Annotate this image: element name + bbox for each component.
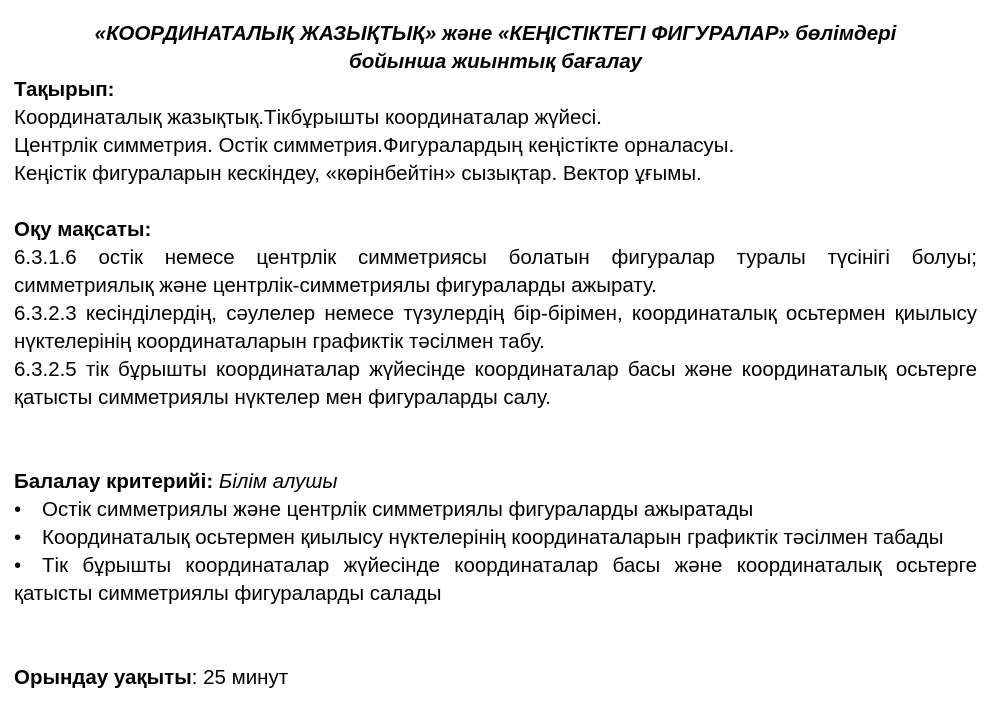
duration-value: : 25 минут xyxy=(191,666,289,689)
objective-item-2: 6.3.2.3 кесінділердің, сәулелер немесе түзулердің бір-бірімен, координаталық осьтермен қиылысу нүктелерінің координаталарын графиктік тәсілмен табу. xyxy=(14,302,977,353)
criteria-item-text: Остік симметриялы және центрлік симметриялы фигураларды ажыратады xyxy=(42,498,754,521)
criteria-sublabel: Білім алушы xyxy=(218,470,338,493)
criteria-item-text: Тік бұрышты координаталар жүйесінде координаталар басы және координаталық осьтерге қатысты симметриялы фигураларды салады xyxy=(14,554,977,605)
bullet-icon: • xyxy=(14,498,22,521)
topic-label: Тақырып: xyxy=(14,78,115,101)
criteria-heading xyxy=(14,468,977,496)
topic-line-2: Центрлік симметрия. Остік симметрия.Фигуралардың кеңістікте орналасуы. xyxy=(14,134,735,157)
criteria-label: Балалау критерийі: xyxy=(14,470,214,493)
bullet-icon: • xyxy=(14,526,22,549)
list-item xyxy=(14,552,977,608)
bullet-icon: • xyxy=(14,554,22,577)
list-item xyxy=(14,524,977,552)
document-title xyxy=(14,20,977,76)
spacer xyxy=(14,608,977,664)
topic-line-1: Координаталық жазықтық.Тікбұрышты координаталар жүйесі. xyxy=(14,106,602,129)
title-line-2: бойынша жиынтық бағалау xyxy=(349,50,642,73)
criteria-list xyxy=(14,496,977,608)
spacer xyxy=(14,412,977,468)
criteria-section xyxy=(14,468,977,608)
criteria-item-text: Координаталық осьтермен қиылысу нүктелерінің координаталарын графиктік тәсілмен табады xyxy=(42,526,944,549)
objectives-label: Оқу мақсаты: xyxy=(14,218,152,241)
duration-label: Орындау уақыты xyxy=(14,666,192,689)
spacer xyxy=(14,188,977,216)
objective-item-3: 6.3.2.5 тік бұрышты координаталар жүйесінде координаталар басы және координаталық осьтерге қатысты симметриялы нүктелер мен фигураларды салу. xyxy=(14,358,977,409)
title-line-1: «КООРДИНАТАЛЫҚ ЖАЗЫҚТЫҚ» және «КЕҢІСТІКТЕГІ ФИГУРАЛАР» бөлімдері xyxy=(94,22,897,45)
objectives-section xyxy=(14,216,977,412)
objective-item-1: 6.3.1.6 остік немесе центрлік симметриясы болатын фигуралар туралы түсінігі болуы; симметриялық және центрлік-симметриялы фигураларды ажырату. xyxy=(14,246,977,297)
list-item xyxy=(14,496,977,524)
topic-line-3: Кеңістік фигураларын кескіндеу, «көрінбейтін» сызықтар. Вектор ұғымы. xyxy=(14,162,702,185)
topic-section xyxy=(14,76,977,188)
duration-line xyxy=(14,664,977,692)
